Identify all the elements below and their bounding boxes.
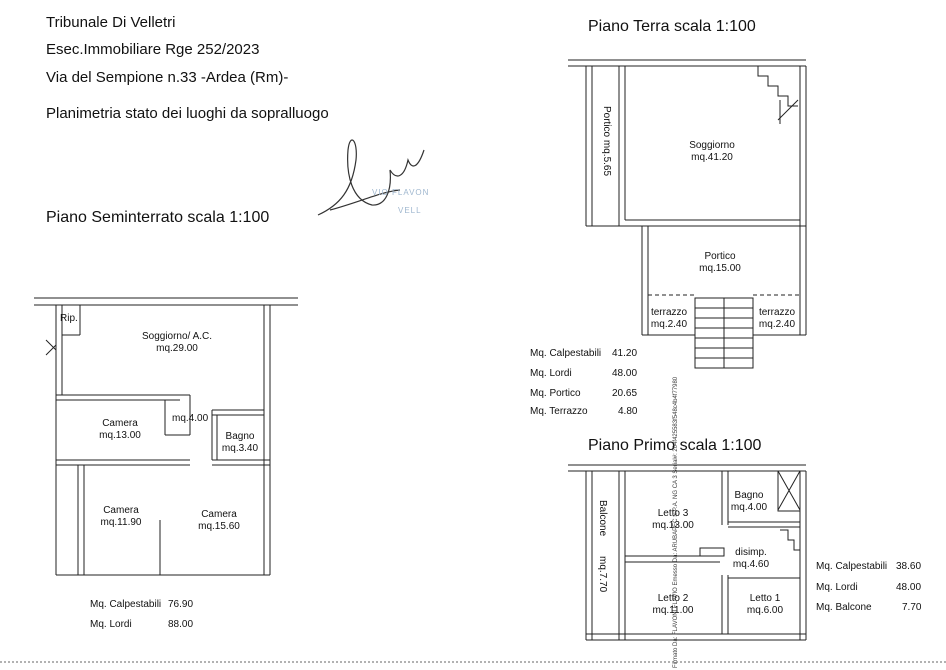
room-label-soggiorno-ground: Soggiorno mq.41.20 — [689, 140, 735, 163]
room-label-letto-3: Letto 3 mq.13.00 — [652, 508, 694, 531]
room-label-terrazzo-left: terrazzo mq.2.40 — [650, 307, 688, 330]
room-label-terrazzo-right: terrazzo mq.2.40 — [758, 307, 796, 330]
ground-stat-label-2: Mq. Portico — [530, 388, 581, 399]
room-label-camera-15: Camera mq.15.60 — [198, 509, 240, 532]
room-label-soggiorno-basement: Soggiorno/ A.C. mq.29.00 — [141, 331, 213, 354]
ground-stat-value-3: 4.80 — [618, 406, 638, 417]
first-stat-label-1: Mq. Lordi — [816, 582, 858, 593]
first-stat-value-0: 38.60 — [896, 561, 922, 572]
ground-title: Piano Terra scala 1:100 — [588, 18, 756, 35]
first-stat-label-2: Mq. Balcone — [816, 602, 872, 613]
room-label-bagno-basement: Bagno mq.3.40 — [221, 431, 259, 454]
ground-stat-label-0: Mq. Calpestabili — [530, 348, 602, 359]
ground-stat-value-2: 20.65 — [612, 388, 638, 399]
property-address: Via del Sempione n.33 -Ardea (Rm)- — [46, 69, 289, 86]
first-stat-value-1: 48.00 — [896, 582, 922, 593]
ground-stat-value-0: 41.20 — [612, 348, 638, 359]
court-name: Tribunale Di Velletri — [46, 14, 176, 31]
room-label-portico-front: Portico mq.15.00 — [699, 251, 741, 274]
first-stat-label-0: Mq. Calpestabili — [816, 561, 888, 572]
room-label-bagno-first: Bagno mq.4.00 — [730, 490, 768, 513]
room-label-balcone: Balcone — [597, 500, 608, 537]
stamp-line-1: VIO FLAVON — [372, 188, 430, 197]
basement-title: Piano Seminterrato scala 1:100 — [46, 209, 270, 226]
first-stat-value-2: 7.70 — [902, 602, 922, 613]
ground-stat-value-1: 48.00 — [612, 368, 638, 379]
basement-stat-value-0: 76.90 — [168, 599, 194, 610]
digital-signature-mark: Firmato Da: FLAVONI FLAVIO Emesso Da: ARUBAPEC S.P.A. NG CA 3 Serial#: 204f425583f548c4b4f77980 — [673, 376, 679, 668]
case-number: Esec.Immobiliare Rge 252/2023 — [46, 41, 260, 58]
room-label-rip: Rip. — [60, 313, 78, 324]
room-label-disimpegno: mq.4.00 — [172, 413, 209, 424]
room-label-camera-11: Camera mq.11.90 — [100, 505, 142, 528]
ground-stat-label-1: Mq. Lordi — [530, 368, 572, 379]
room-label-camera-13: Camera mq.13.00 — [99, 418, 141, 441]
basement-stat-value-1: 88.00 — [168, 619, 194, 630]
room-label-portico-side: Portico mq.5.65 — [601, 106, 612, 177]
room-label-letto-2: Letto 2 mq.11.00 — [652, 593, 694, 616]
plan-subtitle: Planimetria stato dei luoghi da sopralluogo — [46, 105, 329, 122]
ground-stat-label-3: Mq. Terrazzo — [530, 406, 588, 417]
room-label-disimpegno-first: disimp. mq.4.60 — [732, 547, 770, 570]
signature-scribble — [318, 140, 424, 215]
first-title: Piano Primo scala 1:100 — [588, 437, 762, 454]
basement-stat-label-0: Mq. Calpestabili — [90, 599, 162, 610]
stamp-line-2: VELL — [398, 206, 422, 215]
room-label-letto-1: Letto 1 mq.6.00 — [746, 593, 784, 616]
basement-stat-label-1: Mq. Lordi — [90, 619, 132, 630]
room-label-balcone-area: mq.7.70 — [597, 556, 608, 593]
